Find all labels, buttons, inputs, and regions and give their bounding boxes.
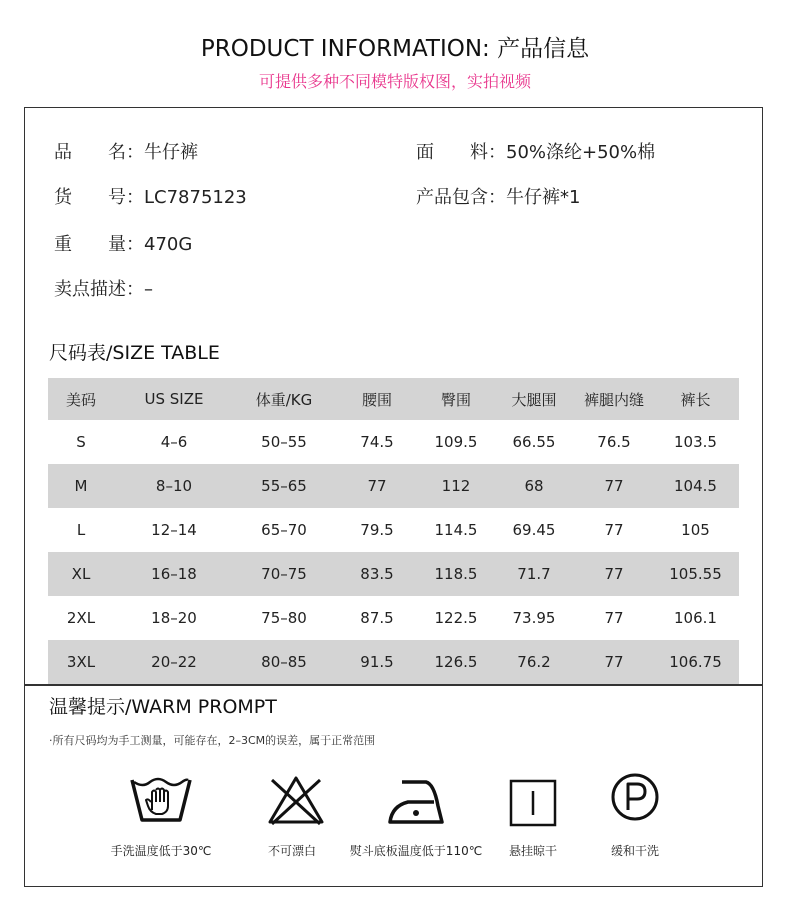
- table-cell: 55–65: [261, 477, 307, 495]
- table-cell: 91.5: [360, 653, 394, 671]
- table-cell: 2XL: [66, 609, 96, 627]
- size-table-header-cell: US SIZE: [144, 390, 204, 408]
- table-cell: 105.55: [669, 565, 722, 583]
- table-row: [48, 596, 739, 640]
- table-cell: 106.1: [674, 609, 717, 627]
- info-name-row: [54, 138, 198, 164]
- size-table-title: 尺码表/SIZE TABLE: [49, 342, 220, 364]
- care-label-iron: 熨斗底板温度低于110℃: [349, 844, 483, 858]
- table-cell: 68: [524, 477, 544, 495]
- table-cell: 70–75: [261, 565, 307, 583]
- table-cell: 109.5: [434, 433, 478, 451]
- table-cell: 50–55: [261, 433, 307, 451]
- size-table-header-cell: 臀围: [440, 390, 471, 409]
- table-cell: 104.5: [674, 477, 717, 495]
- info-name-value: 牛仔裤: [144, 142, 198, 163]
- info-material-label: 面 料：: [416, 142, 506, 163]
- info-code-label: 货 号：: [54, 187, 144, 208]
- table-cell: 77: [604, 609, 624, 627]
- table-row: [48, 552, 739, 596]
- table-cell: 77: [604, 477, 624, 495]
- table-cell: 69.45: [512, 521, 556, 539]
- table-cell: 66.55: [512, 433, 556, 451]
- info-selling-value: –: [144, 279, 153, 300]
- table-cell: 114.5: [434, 521, 478, 539]
- table-cell: 65–70: [261, 521, 307, 539]
- warm-prompt-note: ·所有尺码均为手工测量，可能存在，2–3CM的误差，属于正常范围: [49, 734, 376, 747]
- info-selling-label: 卖点描述：: [54, 279, 144, 300]
- info-material-value: 50%涤纶+50%棉: [506, 142, 656, 163]
- table-cell: 77: [604, 653, 624, 671]
- care-label-no-bleach: 不可漂白: [267, 844, 317, 858]
- page-title: PRODUCT INFORMATION: 产品信息: [200, 36, 590, 62]
- table-cell: S: [76, 433, 86, 451]
- table-cell: 112: [441, 477, 471, 495]
- iron-icon: [386, 776, 446, 826]
- table-cell: 83.5: [360, 565, 394, 583]
- size-table-header-cell: 裤腿内缝: [583, 390, 644, 409]
- size-table: [48, 378, 739, 684]
- size-table-header-cell: 腰围: [361, 390, 392, 409]
- table-cell: L: [76, 521, 86, 539]
- info-name-label: 品 名：: [54, 142, 144, 163]
- section-divider: [24, 684, 763, 686]
- info-weight-value: 470G: [144, 234, 193, 255]
- table-cell: 76.2: [517, 653, 551, 671]
- care-label-hand-wash: 手洗温度低于30℃: [110, 844, 212, 858]
- table-row: [48, 420, 739, 464]
- table-cell: 79.5: [360, 521, 394, 539]
- table-cell: 77: [604, 565, 624, 583]
- table-cell: 3XL: [66, 653, 96, 671]
- table-cell: 80–85: [261, 653, 307, 671]
- size-table-header-row: [48, 378, 739, 420]
- table-cell: 18–20: [151, 609, 197, 627]
- size-table-header-cell: 体重/KG: [255, 390, 313, 409]
- table-cell: M: [74, 477, 88, 495]
- table-cell: 71.7: [517, 565, 551, 583]
- info-contents-value: 牛仔裤*1: [506, 187, 581, 208]
- table-cell: 106.75: [669, 653, 722, 671]
- hang-dry-icon: [509, 779, 557, 827]
- page-subtitle: 可提供多种不同模特版权图，实拍视频: [258, 72, 531, 91]
- table-cell: 16–18: [151, 565, 197, 583]
- table-cell: 20–22: [151, 653, 197, 671]
- dry-clean-p-icon: [610, 772, 660, 822]
- no-bleach-icon: [266, 772, 326, 828]
- info-contents-row: [416, 183, 580, 209]
- table-cell: 122.5: [434, 609, 478, 627]
- info-code-row: [54, 183, 247, 209]
- table-cell: 4–6: [160, 433, 188, 451]
- table-cell: 126.5: [434, 653, 478, 671]
- table-cell: 118.5: [434, 565, 478, 583]
- table-cell: 12–14: [151, 521, 197, 539]
- size-table-header-cell: 裤长: [680, 390, 711, 409]
- table-row: [48, 464, 739, 508]
- info-code-value: LC7875123: [144, 187, 247, 208]
- table-cell: 73.95: [512, 609, 556, 627]
- table-cell: 77: [367, 477, 387, 495]
- table-cell: 77: [604, 521, 624, 539]
- warm-prompt-title: 温馨提示/WARM PROMPT: [49, 696, 277, 718]
- table-cell: 76.5: [597, 433, 631, 451]
- table-cell: 87.5: [360, 609, 394, 627]
- table-row: [48, 508, 739, 552]
- size-table-header-cell: 美码: [65, 390, 96, 409]
- info-weight-row: [54, 230, 192, 256]
- info-weight-label: 重 量：: [54, 234, 144, 255]
- hand-wash-icon: [128, 772, 194, 828]
- table-cell: 105: [681, 521, 710, 539]
- size-table-header-cell: 大腿围: [511, 390, 557, 409]
- table-cell: 103.5: [674, 433, 717, 451]
- table-cell: 75–80: [261, 609, 307, 627]
- table-cell: 74.5: [360, 433, 394, 451]
- care-label-dry-clean: 缓和干洗: [610, 844, 660, 858]
- table-row: [48, 640, 739, 684]
- info-selling-row: [54, 275, 153, 301]
- info-contents-label: 产品包含：: [416, 187, 506, 208]
- care-label-hang-dry: 悬挂晾干: [508, 844, 558, 858]
- info-material-row: [416, 138, 655, 164]
- table-cell: XL: [71, 565, 91, 583]
- table-cell: 8–10: [155, 477, 193, 495]
